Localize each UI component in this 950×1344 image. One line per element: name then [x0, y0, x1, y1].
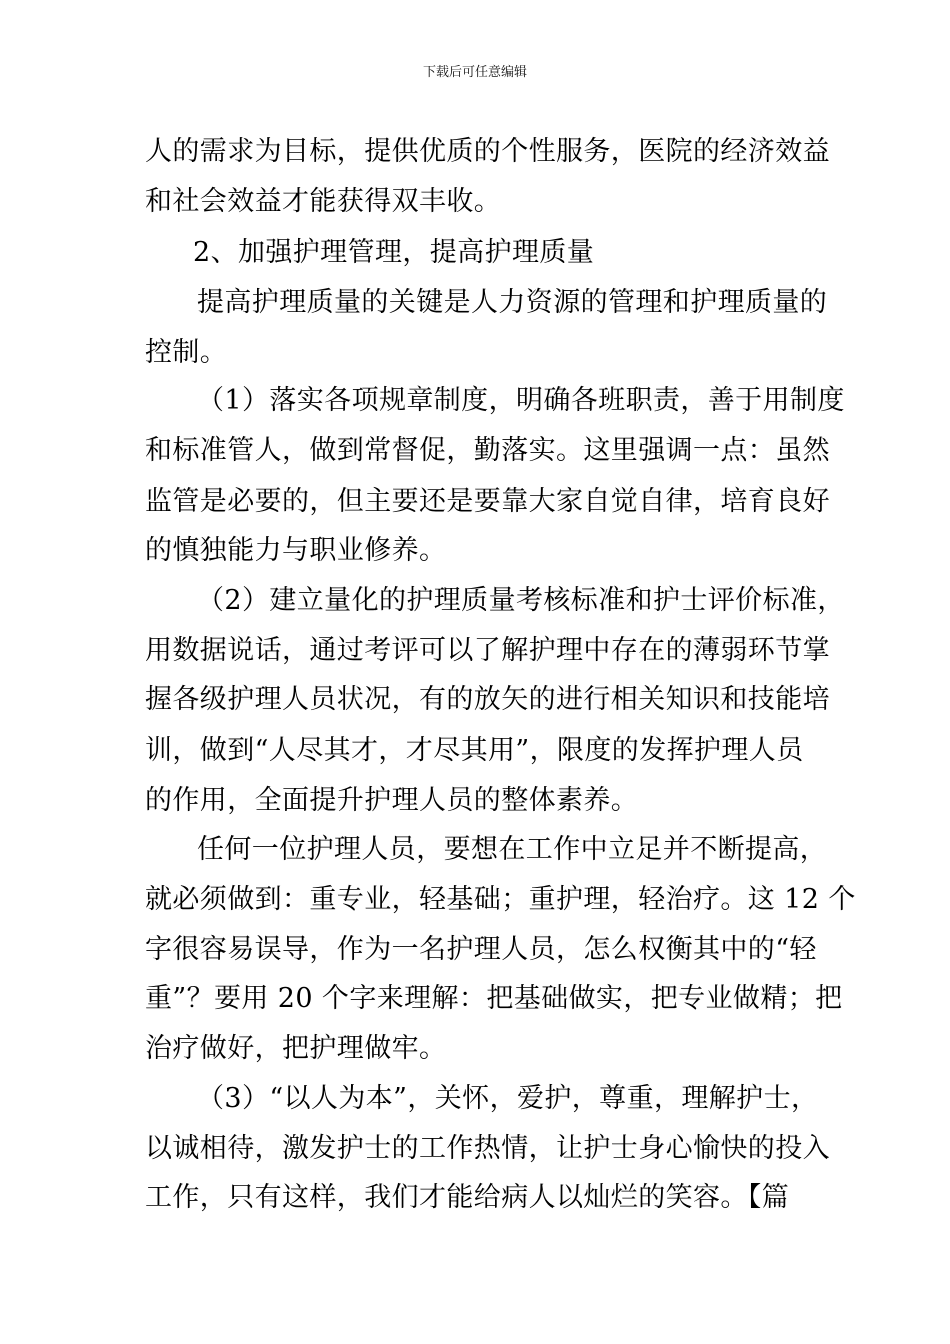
body-line: 任何一位护理人员，要想在工作中立足并不断提高， [197, 834, 828, 865]
body-line: 握各级护理人员状况，有的放矢的进行相关知识和技能培 [145, 684, 830, 715]
body-line: 以诚相待，激发护士的工作热情，让护士身心愉快的投入 [145, 1133, 830, 1164]
body-line: （3）“以人为本”，关怀，爱护，尊重，理解护士， [197, 1083, 819, 1114]
body-line: （2）建立量化的护理质量考核标准和护士评价标准， [197, 585, 845, 616]
body-line: 训，做到“人尽其才，才尽其用”，限度的发挥护理人员 [145, 735, 804, 766]
body-line: （1）落实各项规章制度，明确各班职责，善于用制度 [197, 385, 845, 416]
section-heading: 2、加强护理管理，提高护理质量 [193, 237, 595, 268]
body-line: 监管是必要的，但主要还是要靠大家自觉自律，培育良好 [145, 486, 830, 517]
body-line: 字很容易误导，作为一名护理人员，怎么权衡其中的“轻 [145, 934, 817, 965]
body-line: 就必须做到：重专业，轻基础；重护理，轻治疗。这 12 个 [145, 884, 856, 915]
body-line: 的慎独能力与职业修养。 [145, 535, 447, 566]
body-line: 和标准管人，做到常督促，勤落实。这里强调一点：虽然 [145, 435, 830, 466]
page-header: 下载后可任意编辑 [422, 65, 527, 80]
body-line: 工作，只有这样，我们才能给病人以灿烂的笑容。【篇 [145, 1182, 790, 1213]
body-line: 用数据说话，通过考评可以了解护理中存在的薄弱环节掌 [145, 635, 830, 666]
body-line: 治疗做好，把护理做牢。 [145, 1033, 447, 1064]
body-line: 的作用，全面提升护理人员的整体素养。 [145, 785, 639, 816]
body-line: 控制。 [145, 337, 228, 368]
body-line: 重”？要用 20 个字来理解：把基础做实，把专业做精；把 [145, 983, 843, 1014]
body-line: 和社会效益才能获得双丰收。 [145, 186, 502, 217]
body-line: 人的需求为目标，提供优质的个性服务，医院的经济效益 [145, 136, 830, 167]
body-line: 提高护理质量的关键是人力资源的管理和护理质量的 [197, 287, 828, 318]
